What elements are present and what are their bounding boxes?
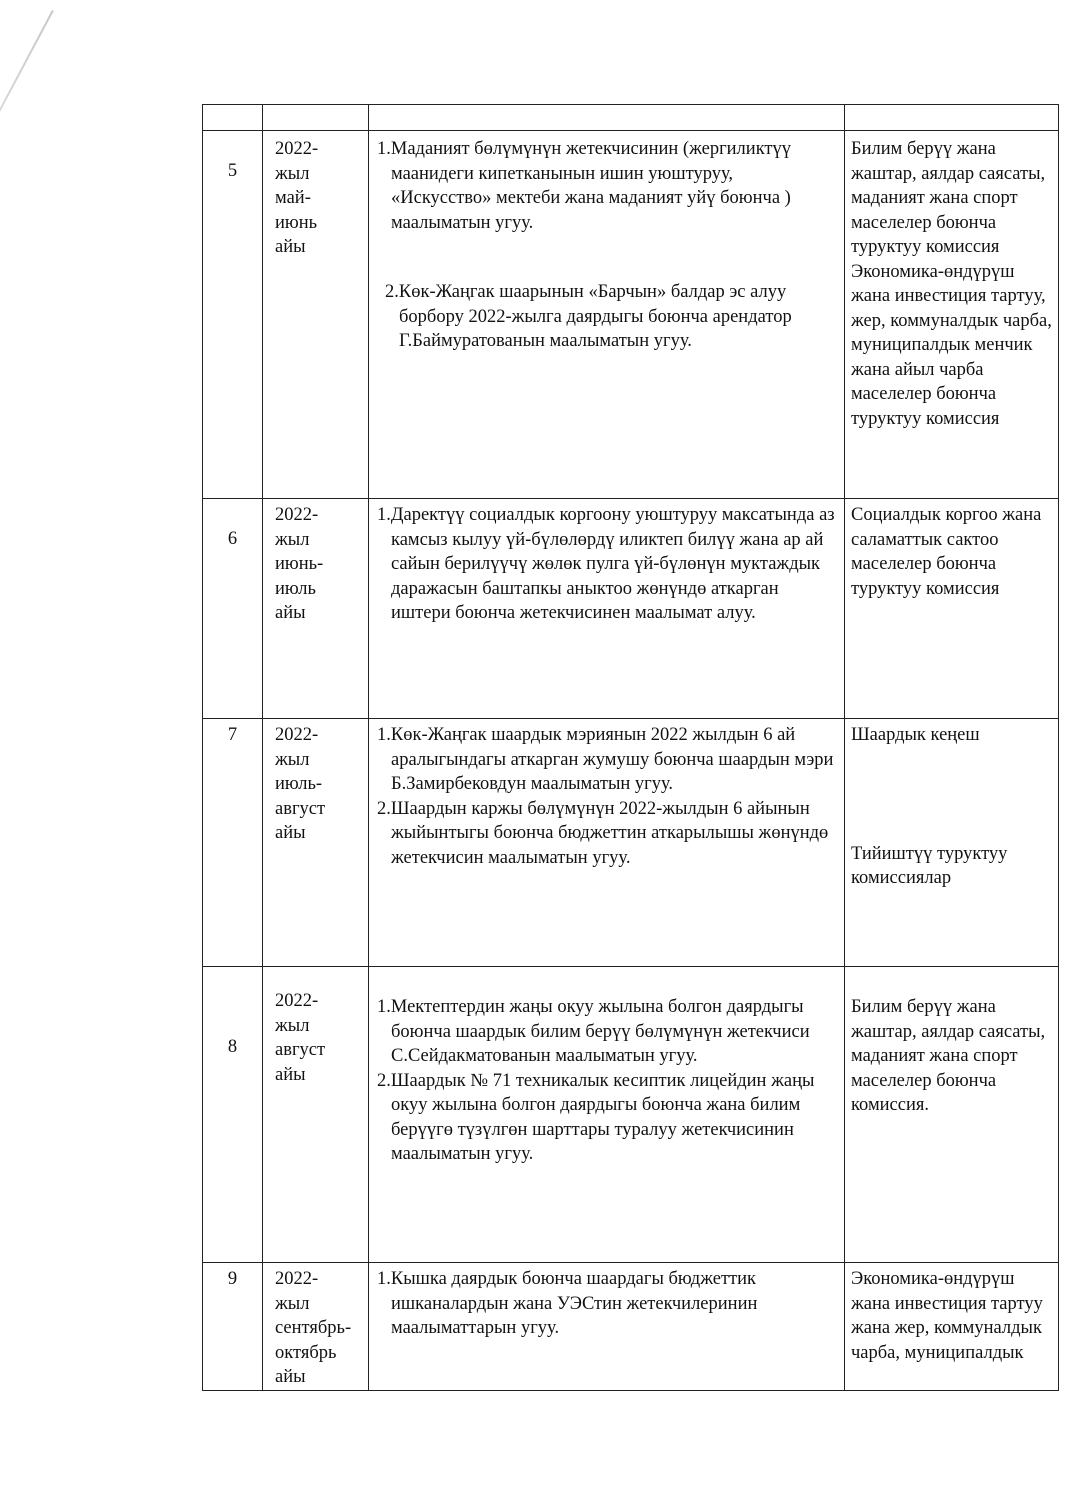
table-row (203, 967, 1059, 1263)
table-row (203, 499, 1059, 719)
list-item: 1.Кышка даярдык боюнча шаардагы бюджеттик ишканалардын жана УЭСтин жетекчилеринин маалыматтарын угуу. (377, 1269, 758, 1338)
commission-text: Экономика-өндүрүш жана инвестиция тартуу, жер, коммуналдык чарба, муниципалдык менчик жана айыл чарба маселелер боюнча туруктуу комиссия (851, 261, 1052, 429)
list-item: 1.Көк-Жаңгак шаардык мэриянын 2022 жылдын 6 ай аралыгындагы аткарган жумушу боюнча шаардын мэри Б.Замирбековдун маалыматын угуу. (377, 725, 834, 794)
table-row (203, 1263, 1059, 1391)
list-item: 1.Мектептердин жаңы окуу жылына болгон даярдыгы боюнча шаардык билим берүү бөлүмүнүн жетекчиси С.Сейдакматованын маалыматын угуу. (377, 997, 810, 1066)
header-row-empty (203, 105, 1059, 131)
list-item: 1.Маданият бөлүмүнүн жетекчисинин (жергиликтүү маанидеги кипетканынын ишин уюштуруу, «Искусство» мектеби жана маданият уйү боюнча ) маалыматын угуу. (377, 139, 792, 233)
row-number: 7 (227, 725, 238, 745)
row-date: 2022- жыл сентябрь- октябрь айы (275, 1269, 352, 1387)
row-date: 2022- жыл июль- август айы (275, 725, 326, 843)
commission-text: Билим берүү жана жаштар, аялдар саясаты, маданият жана спорт маселелер боюнча туруктуу комиссия (851, 139, 1046, 257)
row-number: 6 (227, 529, 238, 549)
row-number: 8 (227, 1037, 238, 1057)
commission-text: Билим берүү жана жаштар, аялдар саясаты, маданият жана спорт маселелер боюнча комиссия. (851, 997, 1046, 1115)
commission-text: Социалдык коргоо жана саламаттык сактоо маселелер боюнча туруктуу комиссия (851, 505, 1042, 599)
scan-artifact (0, 10, 54, 179)
commission-text: Экономика-өндүрүш жана инвестиция тартуу жана жер, коммуналдык чарба, муниципалдык (851, 1269, 1043, 1363)
list-item: 2.Шаардын каржы бөлүмүнүн 2022-жылдын 6 айынын жыйынтыгы боюнча бюджеттин аткарылышы жөнүндө жетекчисин маалыматын угуу. (377, 798, 829, 868)
list-item: 2.Шаардык № 71 техникалык кесиптик лицейдин жаңы окуу жылына болгон даярдыгы боюнча жана билим берүүгө түзүлгөн шарттары туралуу жетекчисинин маалыматын угуу. (377, 1070, 815, 1164)
work-plan-table (202, 104, 1059, 1391)
row-date: 2022- жыл август айы (275, 991, 326, 1085)
commission-text: Шаардык кеңеш (851, 725, 980, 745)
list-item: 2.Көк-Жаңгак шаарынын «Барчын» балдар эс алуу борбору 2022-жылга даярдыгы боюнча арендатор Г.Баймуратованын маалыматын угуу. (385, 282, 792, 351)
row-number: 5 (227, 161, 238, 181)
row-date: 2022- жыл май- июнь айы (275, 139, 319, 257)
table-row (203, 719, 1059, 967)
row-number: 9 (227, 1269, 238, 1289)
row-date: 2022- жыл июнь- июль айы (275, 505, 324, 623)
list-item: 1.Даректүү социалдык коргоону уюштуруу максатында аз камсыз кылуу үй-бүлөлөрдү иликтеп билүү жана ар ай сайын берилүүчү жөлөк пулга үй-бүлөнүн муктаждык даражасын баштапкы аныктоо жөнүндө аткарган иштери боюнча жетекчисинен маалымат алуу. (377, 505, 835, 623)
commission-text: Тийиштүү туруктуу комиссиялар (851, 843, 1008, 888)
table-row (203, 131, 1059, 499)
